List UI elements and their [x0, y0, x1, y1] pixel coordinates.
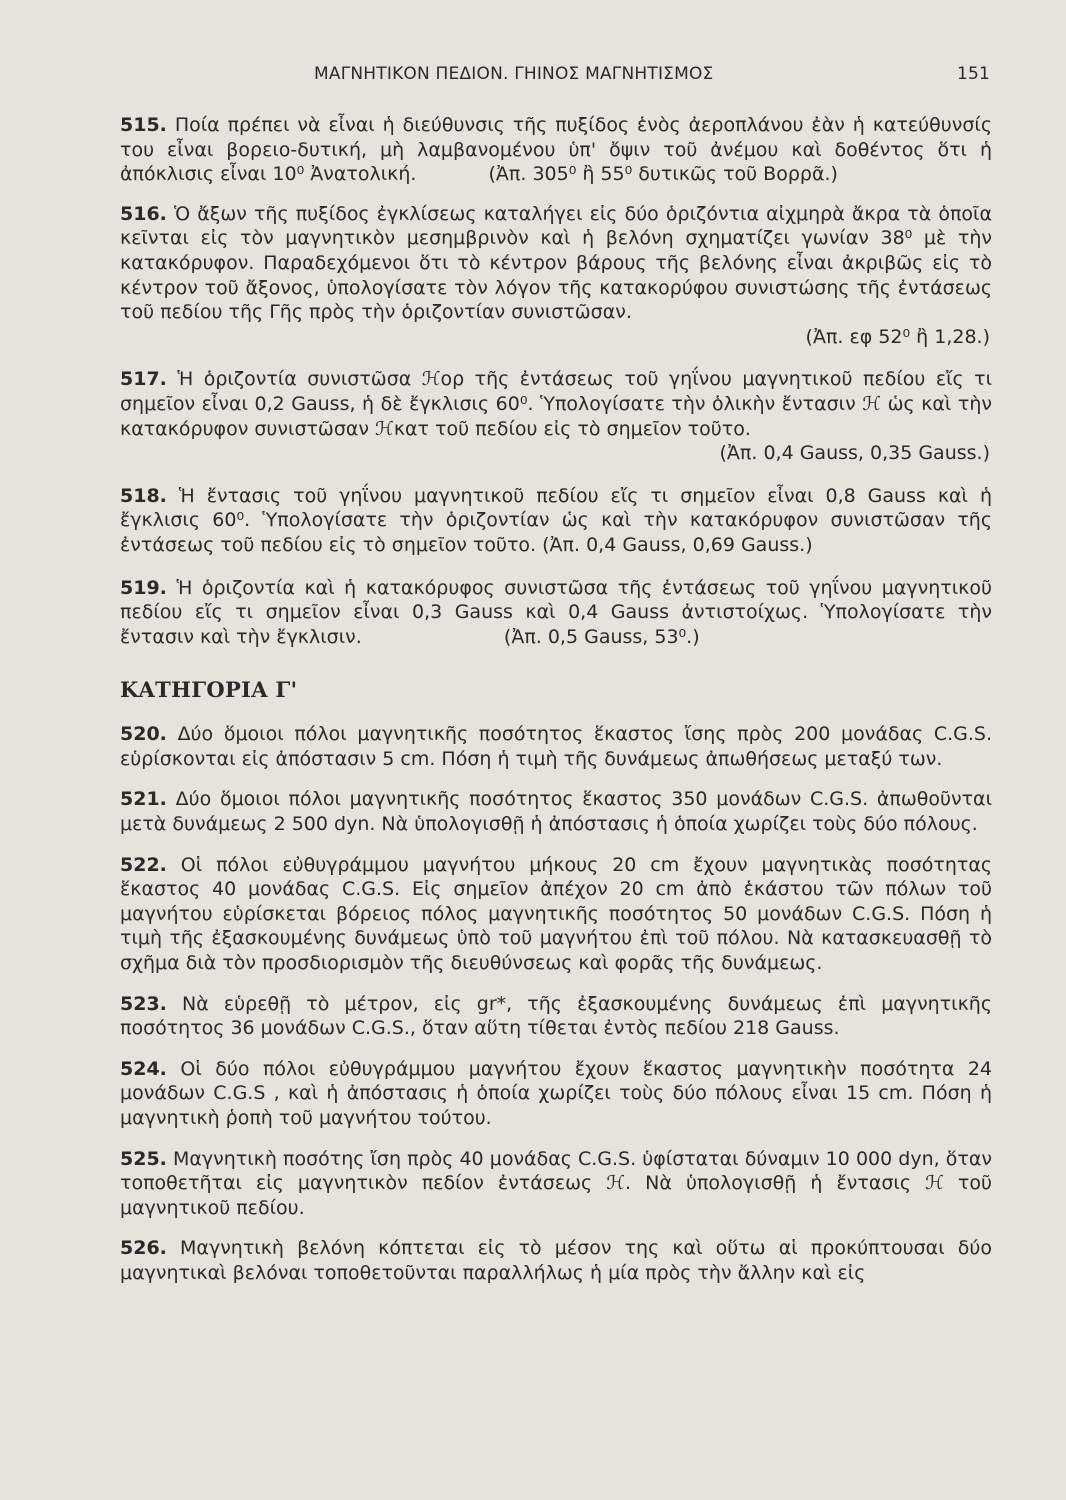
problem-number: 517.: [120, 368, 167, 391]
problem-524: [120, 1057, 992, 1131]
running-header: [120, 64, 990, 86]
problem-answer: (Ἀπ. 305⁰ ἢ 55⁰ δυτικῶς τοῦ Βορρᾶ.): [488, 163, 838, 186]
problem-text: Ὁ ἄξων τῆς πυξίδος ἐγκλίσεως καταλήγει εἰς δύο ὁριζόντια αἰχμηρὰ ἄκρα τὰ ὁποῖα κεῖνται εἰς τὸν μαγνητικὸν μεσημβρινὸν καὶ ἡ βελόνη σχηματίζει γωνίαν 38⁰ μὲ τὴν κατακόρυφον. Παραδεχόμενοι ὅτι τὸ κέντρον βάρους τῆς βελόνης εἶναι ἀκριβῶς εἰς τὸ κέντρον τοῦ ἄξονος, ὑπολογίσατε τὸν λόγον τῆς κατακορύφου συνιστώσης τῆς ἐντάσεως τοῦ πεδίου τῆς Γῆς πρὸς τὴν ὁριζοντίαν συνιστῶσαν.: [120, 202, 993, 324]
problem-answer: (Ἀπ. 0,4 Gauss, 0,35 Gauss.): [719, 442, 990, 465]
problem-number: 515.: [120, 114, 167, 136]
problem-number: 520.: [120, 723, 167, 746]
problem-519: [120, 576, 992, 650]
problem-number: 522.: [120, 853, 167, 876]
problem-text: Οἱ δύο πόλοι εὐθυγράμμου μαγνήτου ἔχουν ἕκαστος μαγνητικὴν ποσότητα 24 μονάδων C.G.S , καὶ ἡ ἀπόστασις ἡ ὁποία χωρίζει τοὺς δύο πόλους εἶναι 15 cm. Πόση ἡ μαγνητικὴ ῥοπὴ τοῦ μαγνήτου τούτου.: [120, 1057, 992, 1129]
section-title: ΚΑΤΗΓΟΡΙΑ Γ': [120, 677, 298, 703]
problem-521: [120, 787, 992, 836]
problem-522: [120, 853, 992, 976]
problem-516: [120, 202, 992, 350]
page-body: [120, 113, 992, 1286]
problem-text: Δύο ὅμοιοι πόλοι μαγνητικῆς ποσότητος ἕκαστος ἴσης πρὸς 200 μονάδας C.G.S. εὑρίσκονται εἰς ἀπόστασιν 5 cm. Πόση ἡ τιμὴ τῆς δυνάμεως ἀπωθήσεως μεταξύ των.: [120, 723, 992, 770]
problem-518: [120, 484, 992, 558]
problem-text: Δύο ὅμοιοι πόλοι μαγνητικῆς ποσότητος ἕκαστος 350 μονάδων C.G.S. ἀπωθοῦνται μετὰ δυνάμεως 2 500 dyn. Νὰ ὑπολογισθῇ ἡ ἀπόστασις ἡ ὁποία χωρίζει τοὺς δύο πόλους.: [120, 788, 992, 836]
problem-number: 521.: [120, 788, 167, 811]
problem-523: [120, 992, 992, 1041]
problem-520: [120, 722, 992, 771]
problem-answer: (Ἀπ. 0,4 Gauss, 0,69 Gauss.): [542, 533, 813, 556]
problem-answer: (Ἀπ. εφ 52⁰ ἢ 1,28.): [805, 325, 990, 348]
problem-text: Ἡ ὁριζοντία συνιστῶσα ℋορ τῆς ἐντάσεως τοῦ γηΐνου μαγνητικοῦ πεδίου εἴς τι σημεῖον εἶναι 0,2 Gauss, ἡ δὲ ἔγκλισις 60⁰. Ὑπολογίσατε τὴν ὁλικὴν ἔντασιν ℋ ὡς καὶ τὴν κατακόρυφον συνιστῶσαν ℋκατ τοῦ πεδίου εἰς τὸ σημεῖον τοῦτο.: [120, 368, 992, 440]
problem-text: Ποία πρέπει νὰ εἶναι ἡ διεύθυνσις τῆς πυξίδος ἑνὸς ἀεροπλάνου ἐὰν ἡ κατεύθυνσίς του εἶναι βορειο-δυτική, μὴ λαμβανομένου ὑπ' ὄψιν τοῦ ἀνέμου καὶ δοθέντος ὅτι ἡ ἀπόκλισις εἶναι 10⁰ Ἀνατολική.: [120, 114, 992, 186]
problem-number: 516.: [120, 202, 167, 225]
problem-text: Νὰ εὑρεθῇ τὸ μέτρον, εἰς gr*, τῆς ἐξασκουμένης δυνάμεως ἐπὶ μαγνητικῆς ποσότητος 36 μονάδων C.G.S., ὅταν αὕτη τίθεται ἐντὸς πεδίου 218 Gauss.: [120, 992, 992, 1040]
problem-text: Οἱ πόλοι εὐθυγράμμου μαγνήτου μήκους 20 cm ἔχουν μαγνητικὰς ποσότητας ἕκαστος 40 μονάδας C.G.S. Εἰς σημεῖον ἀπέχον 20 cm ἀπὸ ἑκάστου τῶν πόλων τοῦ μαγνήτου εὑρίσκεται βόρειος πόλος μαγνητικῆς ποσότητος 50 μονάδων C.G.S. Πόση ἡ τιμὴ τῆς ἐξασκουμένης δυνάμεως ὑπὸ τοῦ μαγνήτου ἐπὶ τοῦ πόλου. Νὰ κατασκευασθῇ τὸ σχῆμα διὰ τὸν προσδιορισμὸν τῆς διευθύνσεως καὶ φορᾶς τῆς δυνάμεως.: [120, 853, 992, 975]
problem-517: [120, 367, 992, 465]
problem-number: 526.: [120, 1237, 167, 1260]
problem-text: Ἡ ἔντασις τοῦ γηΐνου μαγνητικοῦ πεδίου εἴς τι σημεῖον εἶναι 0,8 Gauss καὶ ἡ ἔγκλισις 60⁰. Ὑπολογίσατε τὴν ὁριζοντίαν ὡς καὶ τὴν κατακόρυφον συνιστῶσαν τῆς ἐντάσεως τοῦ πεδίου εἰς τὸ σημεῖον τοῦτο.: [120, 484, 992, 556]
problem-number: 525.: [120, 1147, 167, 1170]
problem-number: 523.: [120, 992, 167, 1015]
problem-number: 518.: [120, 484, 167, 507]
problem-515: [120, 113, 992, 187]
problem-number: 519.: [120, 576, 167, 599]
problem-text: Ἡ ὁριζοντία καὶ ἡ κατακόρυφος συνιστῶσα τῆς ἐντάσεως τοῦ γηΐνου μαγνητικοῦ πεδίου εἴς τι σημεῖον εἶναι 0,3 Gauss καὶ 0,4 Gauss ἀντιστοίχως. Ὑπολογίσατε τὴν ἔντασιν καὶ τὴν ἔγκλισιν.: [120, 576, 992, 648]
problem-text: Μαγνητικὴ βελόνη κόπτεται εἰς τὸ μέσον της καὶ οὕτω αἱ προκύπτουσαι δύο μαγνητικαὶ βελόναι τοποθετοῦνται παραλλήλως ἡ μία πρὸς τὴν ἄλλην καὶ εἰς: [120, 1237, 992, 1284]
problem-text: Μαγνητικὴ ποσότης ἴση πρὸς 40 μονάδας C.G.S. ὑφίσταται δύναμιν 10 000 dyn, ὅταν τοποθετῆται εἰς μαγνητικὸν πεδίον ἐντάσεως ℋ. Νὰ ὑπολογισθῇ ἡ ἔντασις ℋ τοῦ μαγνητικοῦ πεδίου.: [120, 1147, 992, 1219]
problem-answer: (Ἀπ. 0,5 Gauss, 53⁰.): [503, 625, 700, 648]
page-number: 151: [956, 64, 990, 84]
problem-number: 524.: [120, 1057, 167, 1080]
problem-525: [120, 1147, 992, 1221]
header-title: ΜΑΓΝΗΤΙΚΟΝ ΠΕΔΙΟΝ. ΓΗΙΝΟΣ ΜΑΓΝΗΤΙΣΜΟΣ: [314, 64, 714, 84]
problem-526: [120, 1236, 992, 1285]
